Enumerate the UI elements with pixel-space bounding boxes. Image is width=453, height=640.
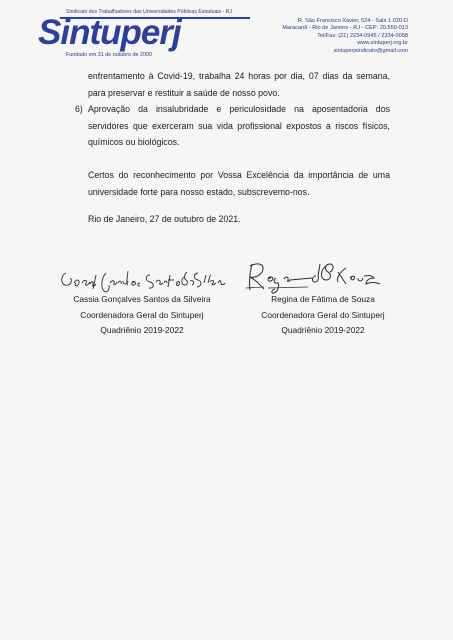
letterhead-address — [282, 18, 408, 55]
address-line: Maracanã - Rio de Janeiro - RJ - CEP: 20.550-013 — [282, 25, 408, 32]
letter-date: Rio de Janeiro, 27 de outubro de 2021. — [88, 214, 241, 224]
signature-block-right — [238, 292, 408, 339]
signatory-role: Coordenadora Geral do Sintuperj — [80, 309, 204, 320]
continuation-paragraph: enfrentamento à Covid-19, trabalha 24 horas por dia, 07 dias da semana, para preservar e restituir a saúde de nosso povo. — [88, 71, 390, 98]
signatory-role: Coordenadora Geral do Sintuperj — [261, 309, 385, 320]
email-line: sintuperjsindicato@gmail.com — [333, 47, 408, 54]
closing-paragraph: Certos do reconhecimento por Vossa Excelência da importância de uma universidade forte para nosso estado, subscrevemo-nos. — [88, 170, 390, 197]
signatory-term: Quadriênio 2019-2022 — [100, 325, 184, 335]
address-line: R. São Francisco Xavier, 524 - Sala 1.020-D — [297, 18, 408, 24]
org-full-name: Sindicato dos Trabalhadores das Universidades Públicas Estaduais - RJ — [66, 9, 233, 15]
list-item-number: 6) — [75, 104, 83, 114]
signature-regina-image — [238, 258, 418, 296]
list-item-text: Aprovação da insalubridade e periculosidade na aposentadoria dos servidores que exerceram sua vida profissional expostos a riscos físicos, químicos ou biológicos. — [88, 104, 390, 147]
list-item — [75, 101, 390, 151]
phone-line: Tel/Fax: (21) 2234-0945 / 2334-0058 — [317, 32, 408, 39]
website-line: www.sintuperj.org.br — [357, 40, 408, 47]
founded-date: Fundado em 31 de outubro de 2000 — [66, 52, 153, 58]
signatory-term: Quadriênio 2019-2022 — [281, 325, 365, 335]
sintuperj-logo: Sintuperj — [38, 13, 181, 52]
signature-block-left — [52, 292, 232, 339]
signatory-name: Regina de Fátima de Souza — [271, 294, 375, 304]
signature-cassia-image — [58, 263, 228, 295]
signatory-name: Cassia Gonçalves Santos da Silveira — [73, 294, 211, 304]
